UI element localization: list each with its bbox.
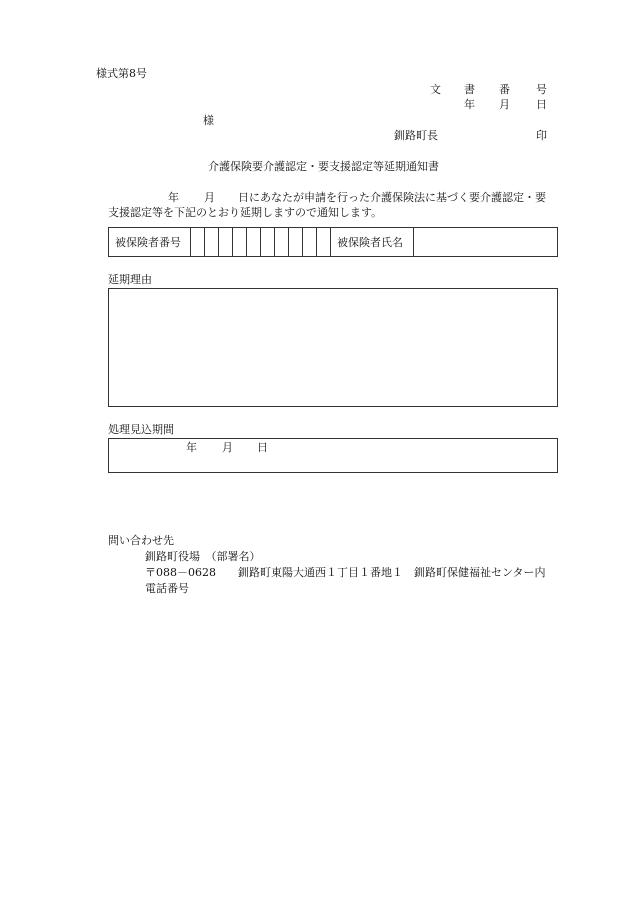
period-month: 月 <box>222 441 233 454</box>
doc-no-char-3: 番 <box>499 83 510 96</box>
insured-number-digit-cell[interactable] <box>261 228 275 256</box>
insured-number-digit-cell[interactable] <box>303 228 317 256</box>
seal-mark: 印 <box>536 129 547 142</box>
doc-no-char-2: 書 <box>464 83 475 96</box>
insured-number-digit-cell[interactable] <box>247 228 261 256</box>
contact-office: 釧路町役場 （部署名） <box>145 550 261 563</box>
doc-no-char-4: 号 <box>536 83 547 96</box>
period-day: 日 <box>257 441 268 454</box>
addressee-suffix: 様 <box>203 114 214 127</box>
date-day-char: 日 <box>536 98 547 111</box>
form-number: 様式第8号 <box>96 67 147 80</box>
insured-number-digit-cell[interactable] <box>205 228 219 256</box>
insured-info-table <box>108 227 558 257</box>
document-title: 介護保険要介護認定・要支援認定等延期通知書 <box>208 160 439 173</box>
insured-number-digit-cell[interactable] <box>219 228 233 256</box>
doc-no-char-1: 文 <box>430 83 441 96</box>
period-year: 年 <box>186 441 197 454</box>
reason-label: 延期理由 <box>108 273 152 286</box>
body-year: 年 <box>168 191 179 204</box>
reason-box[interactable] <box>108 288 558 407</box>
body-line-1: 日にあなたが申請を行った介護保険法に基づく要介護認定・要 <box>238 191 546 204</box>
insured-number-digit-cell[interactable] <box>275 228 289 256</box>
insured-number-digit-cell[interactable] <box>317 228 331 256</box>
insured-number-digit-cell[interactable] <box>191 228 205 256</box>
insured-number-label: 被保険者番号 <box>109 228 191 256</box>
sender-name: 釧路町長 <box>394 129 438 142</box>
insured-number-digit-cell[interactable] <box>233 228 247 256</box>
period-box[interactable] <box>108 438 558 473</box>
body-line-2: 支援認定等を下記のとおり延期しますので通知します。 <box>108 206 383 219</box>
body-month: 月 <box>204 191 215 204</box>
contact-heading: 問い合わせ先 <box>108 534 174 547</box>
period-label: 処理見込期間 <box>108 423 174 436</box>
insured-name-label: 被保険者氏名 <box>331 228 414 256</box>
insured-name-field[interactable] <box>414 228 557 256</box>
contact-phone: 電話番号 <box>145 582 189 595</box>
contact-address: 〒088－0628 釧路町東陽大通西１丁目１番地１ 釧路町保健福祉センター内 <box>145 566 546 579</box>
date-year-char: 年 <box>464 98 475 111</box>
insured-number-digit-cell[interactable] <box>289 228 303 256</box>
date-month-char: 月 <box>499 98 510 111</box>
